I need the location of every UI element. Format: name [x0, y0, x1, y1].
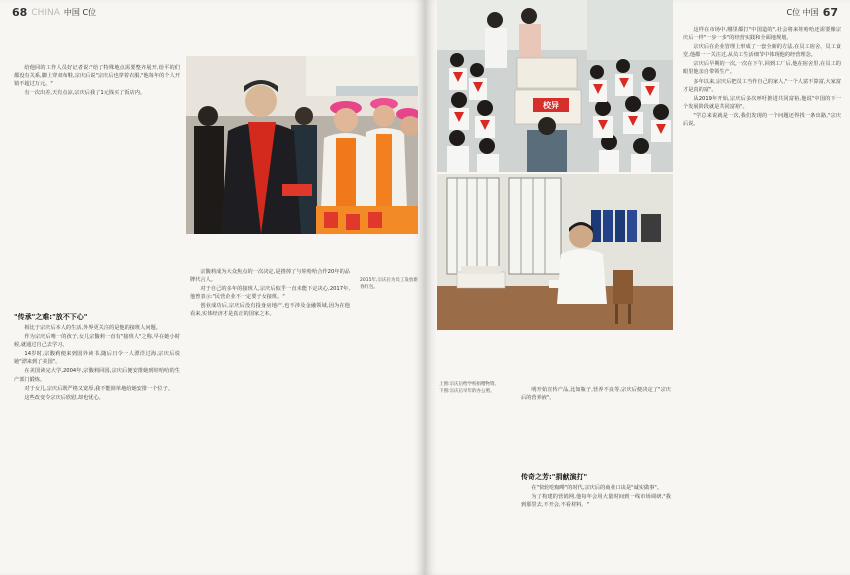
- photo-caption-block: [439, 382, 509, 395]
- page-number: 68: [12, 6, 28, 19]
- paragraph: 给他回的工作人员好记者说:"给了特殊地点需要整齐展开,给平的们都没有关系,脚上穿双布鞋,宗庆后说"宗庆后也穿着衣服,"他每年的个人开销不超过万元。": [14, 65, 180, 88]
- school-sign-text: 校异: [543, 101, 559, 110]
- paragraph: 在"快轮吃咖啡"的时代,宗庆后的商业口诀是"诚实做事"。: [531, 485, 662, 491]
- paragraph: 对于自己的多年的接班人,宗庆后似乎一直未能下定决心,2017年,他曾表示:"民营企业不一定要子女接班。": [190, 286, 350, 301]
- article-column-a-top: [521, 386, 671, 456]
- photo-office-illustration: [437, 174, 673, 330]
- photo-school-children: [437, 0, 673, 172]
- photo-caption: 2015年,宗庆后为员工发放新春红包。: [360, 278, 418, 290]
- paragraph: 宗庆后早期的一次,一次在下午,回到工厂后,他在宿舍里,在员工的眼里他亲自带领生产。: [683, 61, 841, 76]
- paragraph: 从2019年开始,宗庆后多次呼吁推进共同富裕,他说"中国的下一个发展阶段就是共同富裕"。: [683, 95, 841, 110]
- article-column-1-top: [14, 64, 180, 304]
- paragraph: "学总来说就是一次,我们发现的一个问题还得找一条出路,"宗庆后说。: [683, 112, 841, 128]
- paragraph: 创业成功后,宗庆后没有投身房地产,也不涉及金融领域,因为在他看来,实体经济才是真正的国家之本。: [190, 303, 350, 318]
- caption-line: 上图:宗庆后给学校捐赠物资。: [439, 382, 500, 387]
- paragraph: 这些改变令宗庆后欣慰,却也忧心。: [24, 394, 104, 401]
- right-page-header: [787, 6, 838, 20]
- section-label: 中国 C位: [63, 8, 97, 17]
- brand-label: CHINA: [31, 8, 60, 18]
- article-column-a-bottom: [521, 468, 671, 568]
- article-column-b: [683, 26, 841, 566]
- paragraph: 为了构建的营销网,他每年会用大量时间到一线市场调研,"我到那里去,不开会,不看材料。": [521, 494, 671, 509]
- paragraph: 对于女儿,宗庆后既严格又宽厚,我不能简单地给她安排一个位子。: [24, 385, 173, 392]
- paragraph: 相比于宗庆后本人的生活,外界更关注的是他的接班人问题。: [24, 325, 161, 331]
- paragraph: 宗庆后在企业管理上形成了一套全新的方法,在员工宿舍、员工食堂,他都一一关注过,从员工生活细节中体现他的经营理念。: [683, 44, 841, 59]
- paragraph: 有一次出差,天有点凉,宗庆后我了1元钱买了饭店内。: [24, 90, 146, 97]
- paragraph: 多年以来,宗庆后把员工当作自己的家人,"一个人富不算富,大家富才是真的富"。: [683, 78, 841, 93]
- paragraph: 宗馥莉成为大众焦点的一次决定,是推掉了与娃哈哈合作20年的品牌代言人。: [190, 269, 350, 284]
- page-number: 67: [822, 6, 838, 19]
- left-page-header: [12, 6, 96, 20]
- subheading: "传承"之难:"放不下心": [14, 313, 88, 321]
- paragraph: 这样在市场中,哪里都打"中国造的",社会将来娃哈哈还需要像宗庆后一样"一步一步"的经营实践和全面地规划。: [683, 27, 841, 42]
- photo-red-envelopes: [186, 56, 418, 234]
- photo-school-children-illustration: [437, 0, 673, 172]
- section-label: C位 中国: [786, 8, 819, 17]
- paragraph: 作为宗庆后唯一的孩子,女儿宗馥莉一直有"接班人"之称,早在她小时候,就通过自己去学习。: [14, 334, 180, 349]
- paragraph: 14岁时,宗馥莉便来到国外读书,随后日令一人漂洋过海,宗庆后说她"漂来到了美国"。: [14, 351, 180, 366]
- paragraph: 在美国读完大学,2004年,宗馥莉回国,宗庆后便安排她到娃哈哈的生产部门锻炼。: [14, 368, 180, 383]
- caption-line: 下图:宗庆后早年的办公照。: [439, 388, 495, 394]
- article-column-2: [190, 268, 350, 568]
- photo-red-envelopes-illustration: [186, 56, 418, 234]
- right-page: [425, 0, 850, 575]
- paragraph: 明开始宣传产品,比如瓶子,营养不良等,宗庆后便决定了"宗庆后的营养液"。: [521, 387, 671, 402]
- subheading: 传奇之芳:"捐献演打": [521, 473, 588, 481]
- photo-office: [437, 174, 673, 330]
- article-column-1-bottom: [14, 308, 180, 570]
